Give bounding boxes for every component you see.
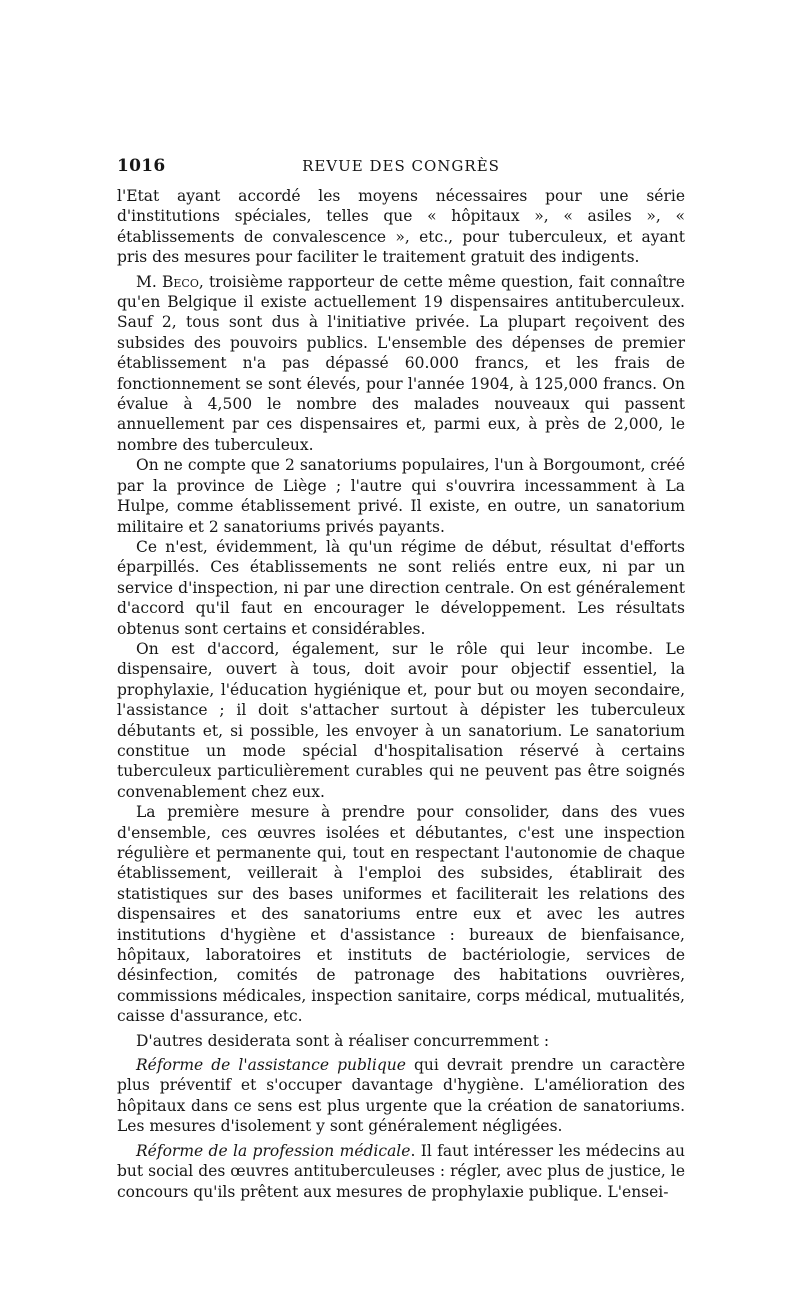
paragraph-early-regime xyxy=(117,537,685,639)
paragraph-desiderata xyxy=(117,1031,685,1051)
paragraph-text: La première mesure à prendre pour consolider, dans des vues d'ensemble, ces œuvres isolées et débutantes, c'est une inspection régulière et permanente qui, tout en respectant l'autonomie de chaque établissement, veillerait à l'emploi des subsides, établirait des statistiques sur des bases uniformes et faciliterait les relations des dispensaires et des sanatoriums entre eux et avec les autres institutions d'hygiène et d'assistance : bureaux de bienfaisance, hôpitaux, laboratoires et instituts de bactériologie, services de désinfection, comités de patronage des habitations ouvrières, commissions médicales, inspection sanitaire, corps médical, mutualités, caisse d'assurance, etc. xyxy=(117,803,685,1026)
paragraph-inspection xyxy=(117,802,685,1026)
journal-title: REVUE DES CONGRÈS xyxy=(302,157,500,175)
paragraph-state-institutions xyxy=(117,186,685,268)
paragraph-text: D'autres desiderata sont à réaliser concurremment : xyxy=(136,1031,550,1050)
page-number: 1016 xyxy=(117,156,166,176)
paragraph-text: , troisième rapporteur de cette même question, fait connaître qu'en Belgique il existe actuellement 19 dispensaires antituberculeux. Sauf 2, tous sont dus à l'initiative privée. La plupart reçoivent des subsides des pouvoirs publics. L'ensemble des dépenses de premier établissement n'a pas dépassé 60.000 francs, et les frais de fonctionnement se sont élevés, pour l'année 1904, à 125,000 francs. On évalue à 4,500 le nombre des malades nouveaux qui passent annuellement par ces dispensaires et, parmi eux, à près de 2,000, le nombre des tuberculeux. xyxy=(117,272,686,454)
paragraph-text: qui devrait prendre un caractère plus préventif et s'occuper davantage d'hygiène. L'amélioration des hôpitaux dans ce sens est plus urgente que la création de sanatoriums. Les mesures d'isolement y sont généralement négligées. xyxy=(117,1056,685,1136)
paragraph-public-assistance-reform xyxy=(117,1055,685,1137)
running-header xyxy=(117,156,685,182)
paragraph-text: On est d'accord, également, sur le rôle qui leur incombe. Le dispensaire, ouvert à tous, doit avoir pour objectif essentiel, la prophylaxie, l'éducation hygiénique et, pour but ou moyen secondaire, l'assistance ; il doit s'attacher surtout à dépister les tuberculeux débutants et, si possible, les envoyer à un sanatorium. Le sanatorium constitue un mode spécial d'hospitalisation réservé à certains tuberculeux particulièrement curables qui ne peuvent pas être soignés convenablement chez eux. xyxy=(117,639,685,801)
paragraph-text: . Il faut intéresser les médecins au but social des œuvres antituberculeuses : régler, avec plus de justice, le concours qu'ils prêtent aux mesures de prophylaxie publique. L'ensei- xyxy=(117,1141,685,1201)
speaker-prefix: M. xyxy=(136,272,162,291)
paragraph-sanatoriums xyxy=(117,455,685,537)
paragraph-text: On ne compte que 2 sanatoriums populaires, l'un à Borgoumont, créé par la province de Liège ; l'autre qui s'ouvrira incessamment à La Hulpe, comme établissement privé. Il existe, en outre, un sanatorium militaire et 2 sanatoriums privés payants. xyxy=(117,456,685,536)
paragraph-medical-profession-reform xyxy=(117,1141,685,1202)
paragraph-roles xyxy=(117,639,685,802)
paragraph-lead-italic: Réforme de la profession médicale xyxy=(136,1141,411,1160)
paragraph-lead-italic: Réforme de l'assistance publique xyxy=(136,1056,406,1075)
paragraph-beco-report xyxy=(117,272,685,456)
body-text xyxy=(117,186,685,1202)
paragraph-text: Ce n'est, évidemment, là qu'un régime de début, résultat d'efforts éparpillés. Ces établissements ne sont reliés entre eux, ni par un service d'inspection, ni par une direction centrale. On est généralement d'accord qu'il faut en encourager le développement. Les résultats obtenus sont certains et considérables. xyxy=(117,537,685,638)
speaker-name: Beco xyxy=(161,272,199,291)
paragraph-text: l'Etat ayant accordé les moyens nécessaires pour une série d'institutions spéciales, telles que « hôpitaux », « asiles », « établissements de convalescence », etc., pour tuberculeux, et ayant pris des mesures pour faciliter le traitement gratuit des indigents. xyxy=(117,187,685,267)
